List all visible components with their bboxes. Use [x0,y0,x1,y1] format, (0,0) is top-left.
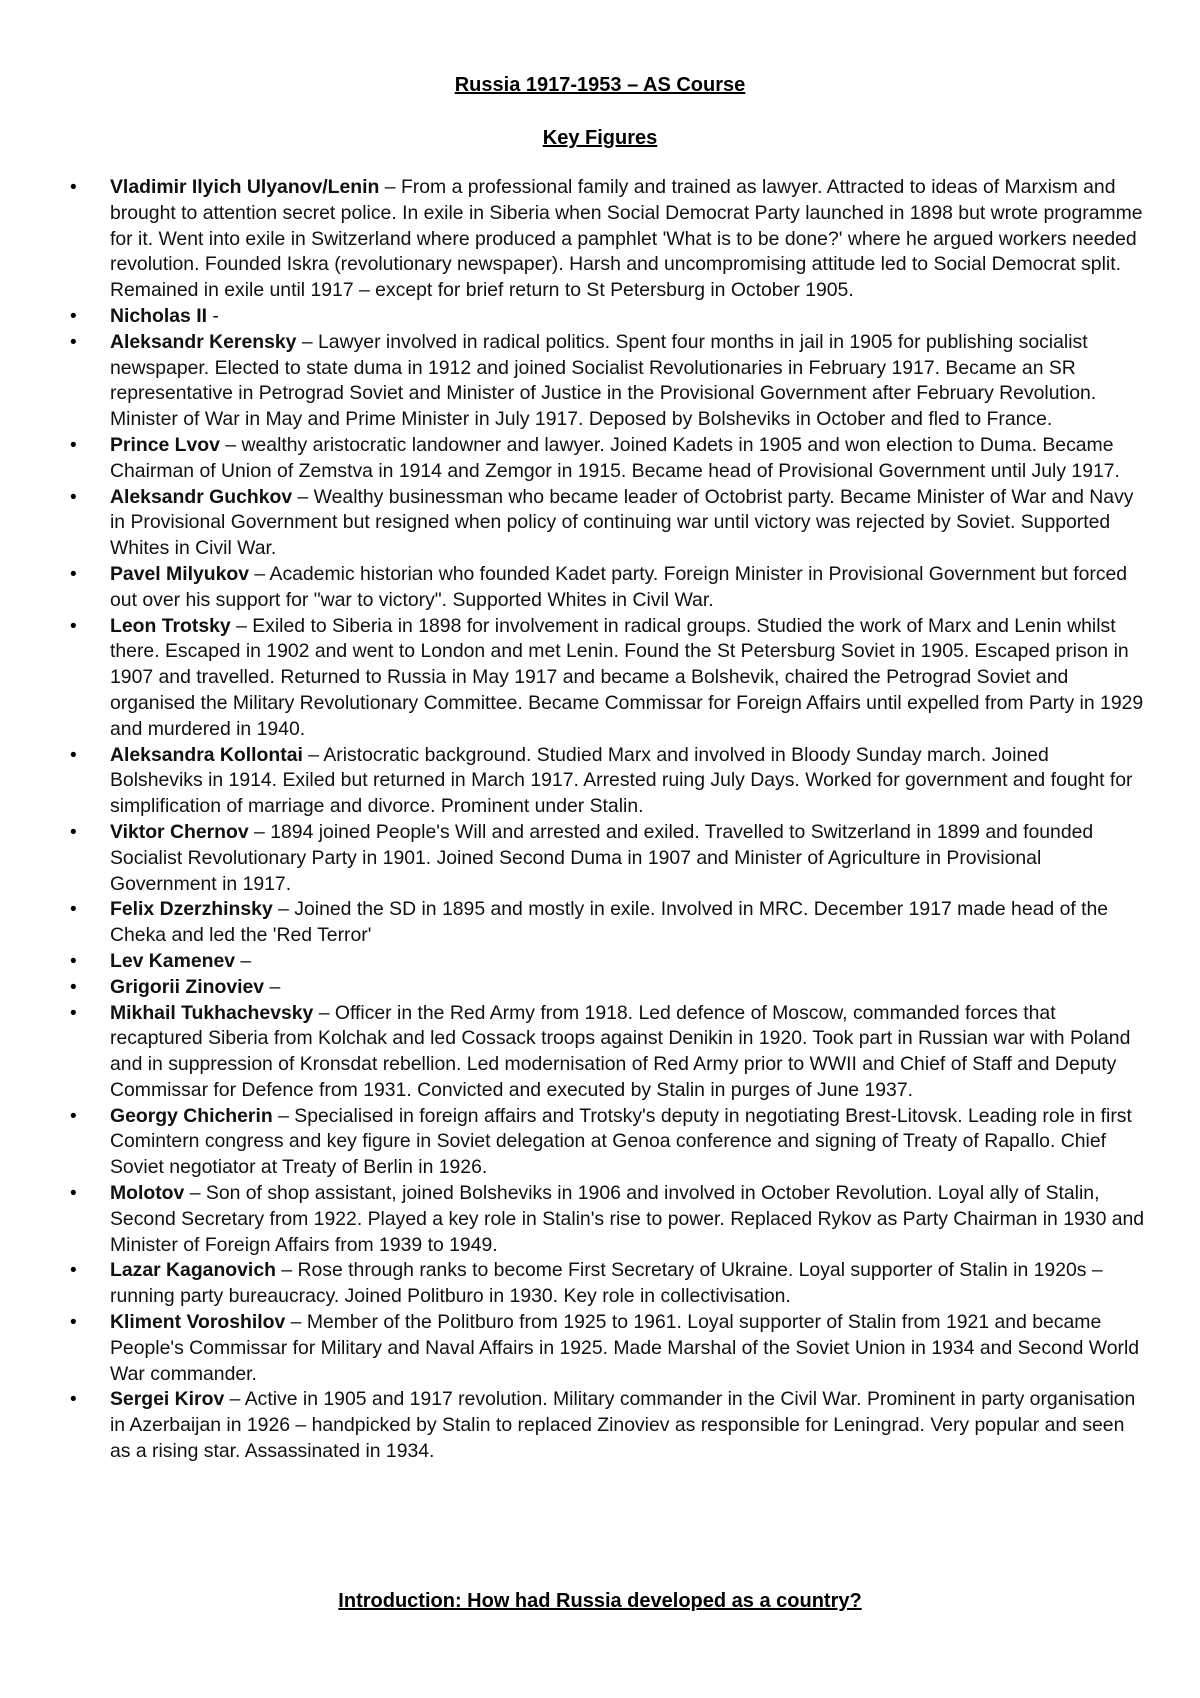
figure-name: Mikhail Tukhachevsky [110,1001,314,1024]
list-item [70,820,1145,897]
bullet-icon: • [70,899,77,921]
figure-description: – Joined the SD in 1895 and mostly in exile. Involved in MRC. December 1917 made head of the Cheka and led the 'Red Terror' [110,898,1109,947]
figure-description: – [264,975,281,998]
bullet-icon: • [70,615,77,637]
list-item [70,743,1145,820]
bullet-icon: • [70,1002,77,1024]
figure-name: Leon Trotsky [110,614,231,637]
figure-description: – Specialised in foreign affairs and Trotsky's deputy in negotiating Brest-Litovsk. Leading role in first Comintern congress and key figure in Soviet delegation at Genoa conference and signing of Treaty of Rapallo. Chief Soviet negotiator at Treaty of Berlin in 1926. [110,1104,1132,1179]
bullet-icon: • [70,1389,77,1411]
figure-description: – Member of the Politburo from 1925 to 1961. Loyal supporter of Stalin from 1921 and became People's Commissar for Military and Naval Affairs in 1925. Made Marshal of the Soviet Union in 1934 and Second World War commander. [110,1311,1140,1385]
figure-name: Nicholas II [110,304,207,327]
bullet-icon: • [70,434,77,456]
list-item [70,1310,1145,1387]
key-figures-list [70,175,1145,1465]
bullet-icon: • [70,1260,77,1282]
figure-name: Georgy Chicherin [110,1104,273,1127]
figure-description: – Rose through ranks to become First Secretary of Ukraine. Loyal supporter of Stalin in 1920s – running party bureaucracy. Joined Politburo in 1930. Key role in collectivisation. [110,1259,1103,1308]
figure-name: Lev Kamenev [110,949,236,972]
figure-description: – wealthy aristocratic landowner and lawyer. Joined Kadets in 1905 and won election to Duma. Became Chairman of Union of Zemstva in 1914 and Zemgor in 1915. Became head of Provisional Government until July 1917. [110,433,1120,482]
list-item [70,975,1145,1001]
bullet-icon: • [70,305,77,327]
bullet-icon: • [70,821,77,843]
figure-name: Aleksandr Kerensky [110,330,297,353]
figure-description: - [206,304,219,327]
figure-name: Grigorii Zinoviev [110,975,265,998]
figure-description: – Wealthy businessman who became leader of Octobrist party. Became Minister of War and Navy in Provisional Government but resigned when policy of continuing war until victory was rejected by Soviet. Supported Whites in Civil War. [110,485,1134,560]
figure-name: Prince Lvov [110,433,220,456]
list-item [70,485,1145,562]
bullet-icon: • [70,744,77,766]
list-item [70,897,1145,949]
figure-description: – 1894 joined People's Will and arrested and exiled. Travelled to Switzerland in 1899 and founded Socialist Revolutionary Party in 1901. Joined Second Duma in 1907 and Minister of Agriculture in Provisional Government in 1917. [110,820,1094,895]
list-item [70,1104,1145,1181]
bullet-icon: • [70,486,77,508]
figure-name: Sergei Kirov [110,1388,225,1411]
list-item [70,433,1145,485]
list-item [70,304,1145,330]
figure-name: Felix Dzerzhinsky [110,898,273,921]
figure-description: – Officer in the Red Army from 1918. Led defence of Moscow, commanded forces that recaptured Siberia from Kolchak and led Cossack troops against Denikin in 1920. Took part in Russian war with Poland and in suppression of Kronsdat rebellion. Led modernisation of Red Army prior to WWII and Chief of Staff and Deputy Commissar for Defence from 1931. Convicted and executed by Stalin in purges of June 1937. [110,1001,1131,1101]
figure-description: – Active in 1905 and 1917 revolution. Military commander in the Civil War. Prominent in party organisation in Azerbaijan in 1926 – handpicked by Stalin to replaced Zinoviev as responsible for Leningrad. Very popular and seen as a rising star. Assassinated in 1934. [110,1388,1136,1463]
bullet-icon: • [70,976,77,998]
figure-name: Pavel Milyukov [110,562,250,585]
bullet-icon: • [70,950,77,972]
figure-description: – Lawyer involved in radical politics. Spent four months in jail in 1905 for publishing socialist newspaper. Elected to state duma in 1912 and joined Socialist Revolutionaries in February 1917. Became an SR representative in Petrograd Soviet and Minister of Justice in the Provisional Government after February Revolution. Minister of War in May and Prime Minister in July 1917. Deposed by Bolsheviks in October and fled to France. [110,330,1097,431]
list-item [70,614,1145,743]
figure-name: Viktor Chernov [110,820,249,843]
bullet-icon: • [70,1312,77,1334]
list-item [70,1181,1145,1258]
figure-description: – From a professional family and trained as lawyer. Attracted to ideas of Marxism and brought to attention secret police. In exile in Siberia when Social Democrat Party launched in 1898 but wrote programme for it. Went into exile in Switzerland where produced a pamphlet 'What is to be done?' where he argued workers needed revolution. Founded Iskra (revolutionary newspaper). Harsh and uncompromising attitude led to Social Democrat split. Remained in exile until 1917 – except for brief return to St Petersburg in October 1905. [110,176,1143,302]
list-item [70,330,1145,433]
figure-description: – Aristocratic background. Studied Marx and involved in Bloody Sunday march. Joined Bolsheviks in 1914. Exiled but returned in March 1917. Arrested ruing July Days. Worked for government and fought for simplification of marriage and divorce. Prominent under Stalin. [110,743,1133,818]
list-item [70,1387,1145,1464]
bullet-icon: • [70,1105,77,1127]
figure-description: – Exiled to Siberia in 1898 for involvement in radical groups. Studied the work of Marx and Lenin whilst there. Escaped in 1902 and went to London and met Lenin. Found the St Petersburg Soviet in 1905. Escaped prison in 1907 and travelled. Returned to Russia in May 1917 and became a Bolshevik, chaired the Petrograd Soviet and organised the Military Revolutionary Committee. Became Commissar for Foreign Affairs until expelled from Party in 1929 and murdered in 1940. [110,614,1144,740]
figure-name: Vladimir Ilyich Ulyanov/Lenin [110,176,380,198]
figure-name: Molotov [110,1182,185,1205]
figure-name: Aleksandra Kollontai [110,743,303,766]
figure-name: Lazar Kaganovich [110,1259,276,1282]
section-title-key-figures: Key Figures [542,127,658,149]
figure-description: – [235,949,252,972]
figure-name: Aleksandr Guchkov [110,485,293,508]
list-item [70,562,1145,614]
document-title: Russia 1917-1953 – AS Course [454,74,746,96]
figure-description: – Academic historian who founded Kadet party. Foreign Minister in Provisional Government but forced out over his support for "war to victory". Supported Whites in Civil War. [110,562,1128,611]
list-item [70,1001,1145,1104]
list-item [70,1258,1145,1310]
bullet-icon: • [70,177,77,198]
figure-description: – Son of shop assistant, joined Bolsheviks in 1906 and involved in October Revolution. Loyal ally of Stalin, Second Secretary from 1922. Played a key role in Stalin's rise to power. Replaced Rykov as Party Chairman in 1930 and Minister of Foreign Affairs from 1939 to 1949. [110,1182,1145,1256]
introduction-heading: Introduction: How had Russia developed as a country? [338,1590,862,1612]
list-item [70,949,1145,975]
list-item [70,175,1145,304]
bullet-icon: • [70,331,77,353]
figure-name: Kliment Voroshilov [110,1311,286,1334]
bullet-icon: • [70,1183,77,1205]
bullet-icon: • [70,563,77,585]
